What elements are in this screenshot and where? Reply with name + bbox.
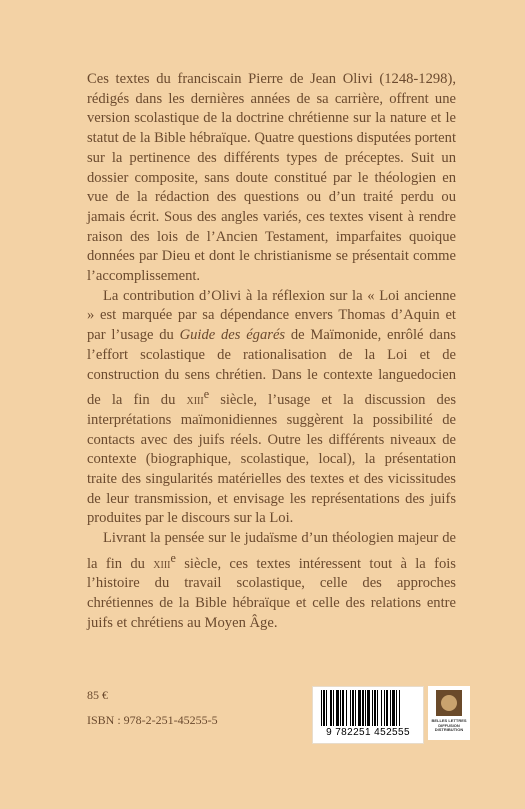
book-title-italic: Guide des égarés bbox=[179, 327, 286, 344]
paragraph-3-part-a: Livrant la pensée sur le judaïsme d’un théologien majeur de la fin du bbox=[87, 530, 456, 572]
publisher-logo-text: BELLES LETTRES DIFFUSION DISTRIBUTION bbox=[431, 718, 467, 732]
paragraph-3 bbox=[87, 529, 456, 633]
price: 85 € bbox=[87, 688, 108, 702]
paragraph-2-part-c: siècle, l’usage et la discussion des interprétations maïmonidiennes suggèrent la possibilité de contacts avec des juifs réels. Outre les différents niveaux de contexte (biographique, scolastique, local), la présentation traite des singularités matérielles des textes et des vicissitudes de leur transmission, et envisage les représentations des juifs produites par le discours sur la Loi. bbox=[87, 392, 456, 527]
publisher-emblem-icon bbox=[436, 690, 462, 716]
century-numeral: xiii bbox=[153, 555, 171, 572]
paragraph-3-part-b: siècle, ces textes intéressent tout à la fois l’histoire du travail scolastique, celle des approches chrétiennes de la Bible hébraïque et celle des relations entre juifs et chrétiens au Moyen Âge. bbox=[87, 555, 456, 631]
century-superscript: e bbox=[170, 550, 176, 565]
publisher-logo bbox=[428, 686, 470, 740]
paragraph-2-part-a: La contribution d’Olivi à la réflexion sur la « Loi ancienne » est marquée par sa dépendance envers Thomas d’Aquin et par l’usage du bbox=[87, 287, 456, 344]
barcode-bars bbox=[317, 690, 419, 728]
barcode-digits: 9 782251 452555 bbox=[326, 727, 410, 738]
paragraph-1-text: Ces textes du franciscain Pierre de Jean Olivi (1248-1298), rédigés dans les dernières années de sa carrière, offrent une version scolastique de la doctrine chrétienne sur la nature et le statut de la Bible hébraïque. Quatre questions disputées portent sur la pertinence des différents types de préceptes. Suit un dossier composite, sans doute constitué par le théologien en vue de la rédaction des questions ou d’un traité perdu ou jamais écrit. Sous des angles variés, ces textes visent à rendre raison des lois de l’Ancien Testament, imparfaites quoique données par Dieu et dont le christianisme se présentait comme l’accomplissement. bbox=[87, 71, 456, 285]
blurb bbox=[87, 70, 456, 633]
century-numeral: xiii bbox=[186, 392, 204, 409]
paragraph-2-part-b: de Maïmonide, enrôlé dans l’effort scolastique de rationalisation de la Loi et de construction du sens chrétien. Dans le contexte languedocien de la fin du bbox=[87, 327, 456, 409]
paragraph-2 bbox=[87, 287, 456, 529]
barcode bbox=[312, 686, 424, 744]
isbn: ISBN : 978-2-251-45255-5 bbox=[87, 713, 218, 727]
paragraph-1 bbox=[87, 70, 456, 287]
century-superscript: e bbox=[203, 387, 210, 402]
